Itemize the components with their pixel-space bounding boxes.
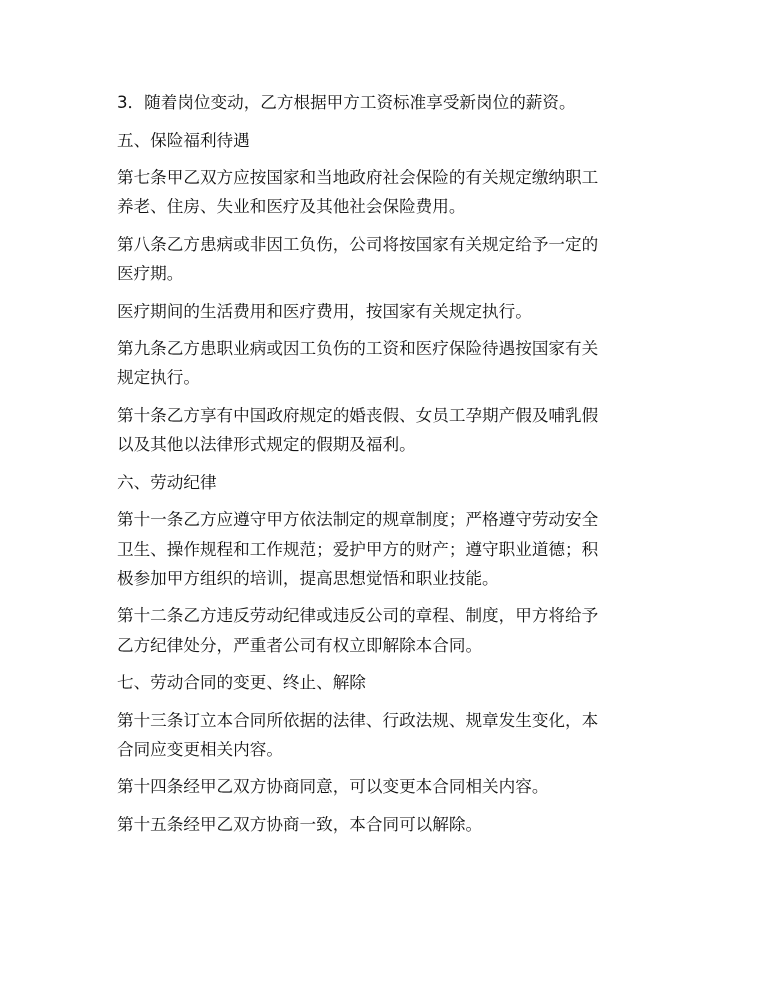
paragraph <box>117 668 657 697</box>
text-line: 极参加甲方组织的培训，提高思想觉悟和职业技能。 <box>117 568 499 588</box>
text-line: 五、保险福利待遇 <box>117 130 250 150</box>
text-line: 医疗期间的生活费用和医疗费用，按国家有关规定执行。 <box>117 301 532 321</box>
text-line: 3．随着岗位变动，乙方根据甲方工资标准享受新岗位的薪资。 <box>117 93 576 112</box>
text-line: 六、劳动纪律 <box>117 472 217 492</box>
document-body <box>117 88 657 839</box>
text-line: 医疗期。 <box>117 264 184 284</box>
paragraph <box>117 810 657 839</box>
paragraph-gap <box>117 697 657 705</box>
text-line: 第九条乙方患职业病或因工负伤的工资和医疗保险待遇按国家有关 <box>117 339 599 359</box>
paragraph-gap <box>117 459 657 467</box>
paragraph <box>117 601 657 659</box>
text-line: 第十条乙方享有中国政府规定的婚丧假、女员工孕期产假及哺乳假 <box>117 406 599 426</box>
paragraph-gap <box>117 222 657 230</box>
paragraph-gap <box>117 660 657 668</box>
paragraph <box>117 401 657 459</box>
text-line: 养老、住房、失业和医疗及其他社会保险费用。 <box>117 197 466 217</box>
paragraph <box>117 334 657 392</box>
text-line: 第十三条订立本合同所依据的法律、行政法规、规章发生变化，本 <box>117 710 599 730</box>
paragraph-gap <box>117 117 657 125</box>
paragraph <box>117 88 657 117</box>
text-line: 乙方纪律处分，严重者公司有权立即解除本合同。 <box>117 635 483 655</box>
paragraph <box>117 706 657 764</box>
paragraph-gap <box>117 393 657 401</box>
text-line: 第八条乙方患病或非因工负伤，公司将按国家有关规定给予一定的 <box>117 234 599 254</box>
paragraph-gap <box>117 288 657 296</box>
paragraph <box>117 772 657 801</box>
text-line: 合同应变更相关内容。 <box>117 739 283 759</box>
paragraph <box>117 297 657 326</box>
paragraph <box>117 126 657 155</box>
text-line: 卫生、操作规程和工作规范；爱护甲方的财产；遵守职业道德；积 <box>117 539 599 559</box>
paragraph-gap <box>117 497 657 505</box>
paragraph-gap <box>117 326 657 334</box>
paragraph <box>117 505 657 593</box>
text-line: 七、劳动合同的变更、终止、解除 <box>117 673 366 693</box>
text-line: 第七条甲乙双方应按国家和当地政府社会保险的有关规定缴纳职工 <box>117 168 599 188</box>
text-line: 第十四条经甲乙双方协商同意，可以变更本合同相关内容。 <box>117 777 549 797</box>
text-line: 以及其他以法律形式规定的假期及福利。 <box>117 435 416 455</box>
paragraph-gap <box>117 155 657 163</box>
text-line: 第十一条乙方应遵守甲方依法制定的规章制度；严格遵守劳动安全 <box>117 510 599 530</box>
paragraph <box>117 163 657 221</box>
text-line: 第十五条经甲乙双方协商一致，本合同可以解除。 <box>117 815 483 835</box>
paragraph <box>117 230 657 288</box>
paragraph-gap <box>117 764 657 772</box>
text-line: 规定执行。 <box>117 368 200 388</box>
paragraph <box>117 468 657 497</box>
paragraph-gap <box>117 593 657 601</box>
text-line: 第十二条乙方违反劳动纪律或违反公司的章程、制度，甲方将给予 <box>117 606 599 626</box>
paragraph-gap <box>117 802 657 810</box>
